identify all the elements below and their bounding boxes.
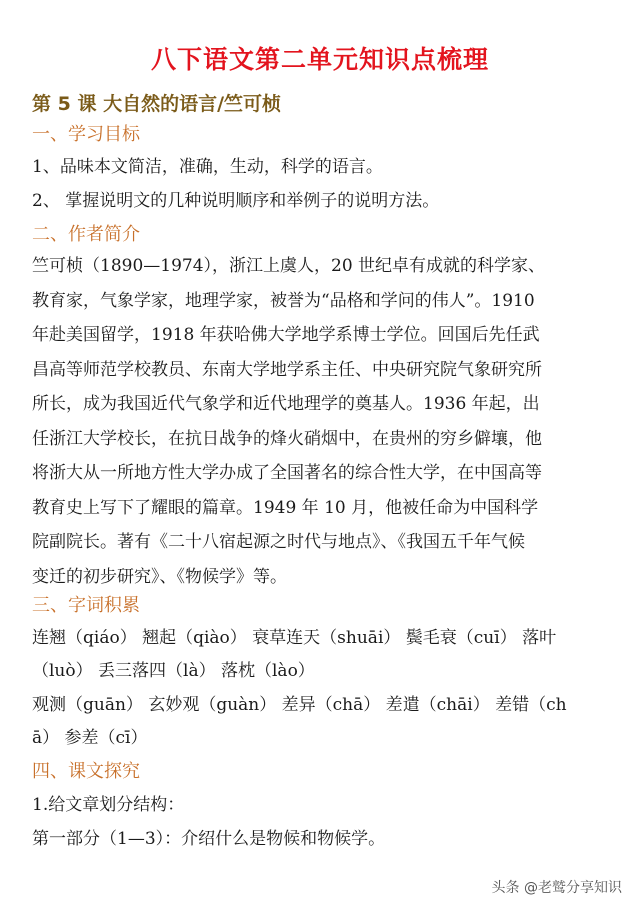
explore-question: 1.给文章划分结构： — [32, 795, 185, 815]
watermark: 头条 @老鹫分享知识 — [491, 880, 622, 896]
explore-part: 第一部分（1—3）：介绍什么是物候和物候学。 — [32, 829, 386, 849]
paragraph-line: 变迁的初步研究》、《物候学》等。 — [32, 566, 287, 587]
paragraph-line: 院副院长。著有《二十八宿起源之时代与地点》、《我国五千年气候 — [32, 532, 525, 552]
paragraph-line: 年赴美国留学，1918 年获哈佛大学地学系博士学位。回国后先任武 — [32, 325, 540, 345]
paragraph-line: 任浙江大学校长，在抗日战争的烽火硝烟中，在贵州的穷乡僻壤，他 — [32, 428, 542, 449]
vocab-line: 连翘（qiáo） 翘起（qiào） 衰草连天（shuāi） 鬓毛衰（cuī） 落叶 — [32, 628, 557, 648]
vocab-line: ā） 参差（cī） — [32, 728, 148, 748]
section-heading-author: 二、作者简介 — [32, 224, 140, 245]
section-heading-explore: 四、课文探究 — [32, 761, 140, 782]
goal-item: 1、品味本文简洁，准确，生动，科学的语言。 — [32, 157, 383, 177]
document-title: 八下语文第二单元知识点梳理 — [150, 45, 489, 74]
section-heading-vocab: 三、字词积累 — [32, 595, 140, 616]
vocab-line: 观测（guān） 玄妙观（guàn） 差异（chā） 差遣（chāi） 差错（ch — [32, 695, 567, 715]
paragraph-line: 所长，成为我国近代气象学和近代地理学的奠基人。1936 年起，出 — [32, 394, 540, 414]
paragraph-line: 教育家，气象学家，地理学家，被誉为“品格和学问的伟人”。1910 — [32, 290, 535, 311]
goal-item: 2、 掌握说明文的几种说明顺序和举例子的说明方法。 — [32, 191, 440, 211]
author-paragraph — [32, 249, 610, 594]
section-heading-goals: 一、学习目标 — [32, 124, 140, 145]
paragraph-line: 教育史上写下了耀眼的篇章。1949 年 10 月，他被任命为中国科学 — [32, 497, 539, 518]
paragraph-line: 竺可桢（1890—1974），浙江上虞人，20 世纪卓有成就的科学家、 — [32, 256, 546, 276]
paragraph-line: 昌高等师范学校教员、东南大学地学系主任、中央研究院气象研究所 — [32, 359, 542, 380]
paragraph-line: 将浙大从一所地方性大学办成了全国著名的综合性大学，在中国高等 — [32, 463, 542, 483]
vocab-line: （luò） 丢三落四（là） 落枕（lào） — [32, 661, 315, 681]
lesson-heading: 第 5 课 大自然的语言/竺可桢 — [32, 93, 282, 115]
